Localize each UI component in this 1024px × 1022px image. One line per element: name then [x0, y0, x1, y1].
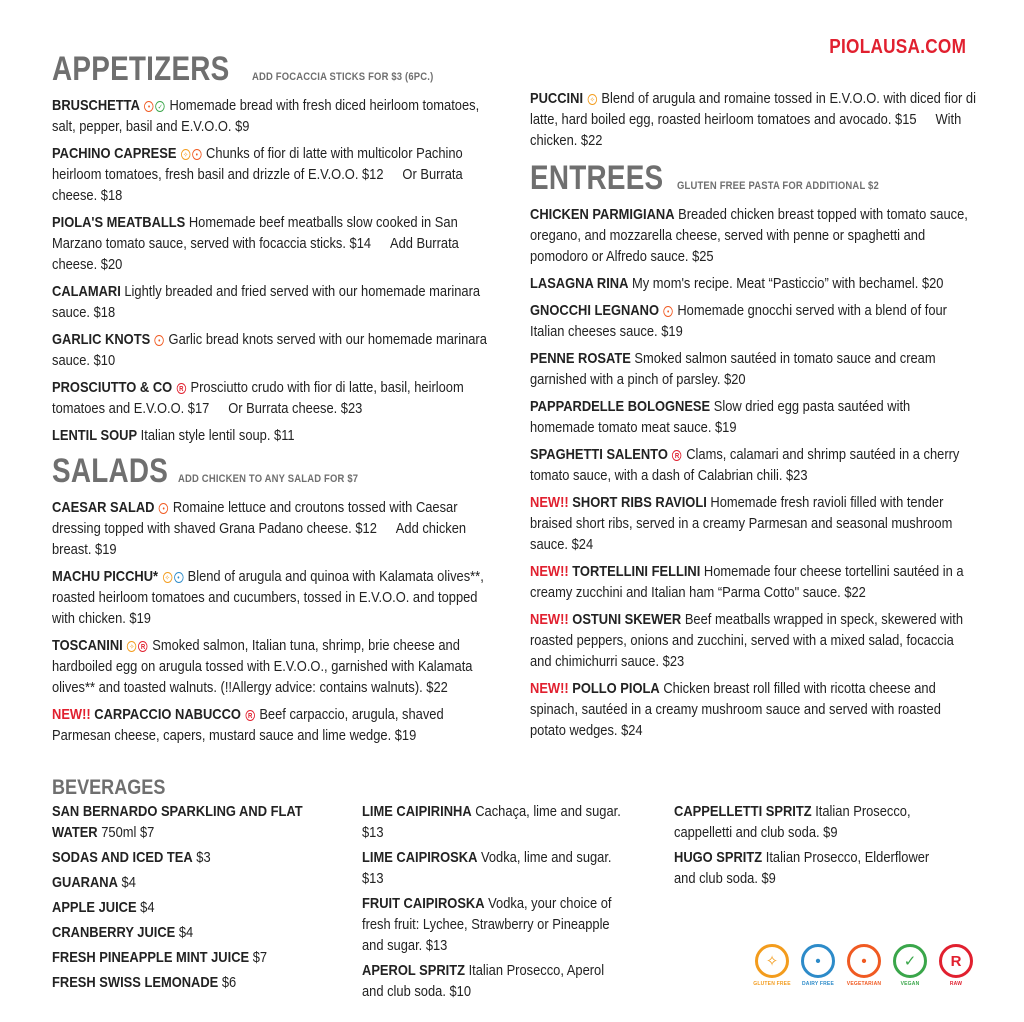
menu-item-description: Smoked salmon, Italian tuna, shrimp, brie cheese and hardboiled egg on arugula tossed with E.V.O.O., garnished with Kalamata olives** and toasted walnuts. (!!Allergy advice: contains walnuts). $22	[52, 637, 473, 696]
menu-item-text	[530, 300, 978, 342]
menu-item	[530, 300, 978, 342]
menu-item	[52, 212, 500, 275]
menu-item-description: Beef meatballs wrapped in speck, skewered with roasted peppers, onions and zucchini, served with a mixed salad, focaccia and chimichurri sauce. $23	[530, 611, 964, 670]
beverage-item-text	[52, 972, 319, 993]
menu-item	[530, 609, 978, 672]
menu-item	[52, 281, 500, 323]
beverage-description: $4	[140, 899, 155, 916]
beverage-description: 750ml $7	[101, 824, 155, 841]
menu-item-name: CARPACCIO NABUCCO	[94, 706, 241, 723]
menu-item-name: OSTUNI SKEWER	[572, 611, 682, 628]
menu-item	[52, 425, 500, 446]
menu-item-description: Breaded chicken breast topped with tomato sauce, oregano, and mozzarella cheese, served with penne or spaghetti and pomodoro or Alfredo sauce. $25	[530, 206, 968, 265]
appetizers-header	[52, 50, 500, 89]
legend-item-vegetarian	[844, 944, 884, 987]
menu-item-name: LENTIL SOUP	[52, 427, 138, 444]
beverage-item-text	[362, 847, 629, 889]
menu-item-name: CALAMARI	[52, 283, 121, 300]
menu-item-description: Lightly breaded and fried served with our homemade marinara sauce. $18	[52, 283, 481, 321]
menu-item-text	[52, 281, 500, 323]
beverage-description: Vodka, your choice of fresh fruit: Lychee, Strawberry or Pineapple and sugar. $13	[362, 895, 612, 954]
beverage-item	[362, 893, 672, 956]
menu-item-name: GARLIC KNOTS	[52, 331, 151, 348]
entrees-header	[530, 159, 978, 198]
menu-item	[52, 329, 500, 371]
menu-item-name: TORTELLINI FELLINI	[572, 563, 701, 580]
beverage-description: Italian Prosecco, Elderflower and club soda. $9	[674, 849, 930, 887]
beverage-description: $4	[178, 924, 194, 941]
raw-icon: R	[245, 710, 254, 721]
left-column	[52, 50, 500, 752]
menu-item	[52, 95, 500, 137]
menu-item-description: Homemade fresh ravioli filled with tender braised short ribs, served in a creamy Parmesan and seasonal mushroom sauce. $24	[530, 494, 953, 553]
beverage-name: FRESH PINEAPPLE MINT JUICE	[52, 949, 250, 966]
menu-item	[52, 143, 500, 206]
gluten-free-icon: ✧	[163, 572, 172, 583]
menu-item-description: Homemade gnocchi served with a blend of four Italian cheeses sauce. $19	[530, 302, 947, 340]
menu-item-description: Garlic bread knots served with our homemade marinara sauce. $10	[52, 331, 487, 369]
entrees-list	[530, 204, 978, 741]
beverage-description: $6	[221, 974, 237, 991]
beverages-column-1	[52, 801, 362, 997]
menu-item-text	[530, 444, 978, 486]
menu-item-name: SHORT RIBS RAVIOLI	[572, 494, 707, 511]
menu-item-description: Prosciutto crudo with fior di latte, basil, heirloom tomatoes and E.V.O.O. $17	[52, 379, 464, 417]
appetizers-subtitle: ADD FOCACCIA STICKS FOR $3 (6PC.)	[252, 71, 434, 83]
beverage-name: FRESH SWISS LEMONADE	[52, 974, 219, 991]
menu-item-name: MACHU PICCHU*	[52, 568, 159, 585]
legend-label: DAIRY FREE	[801, 981, 834, 987]
beverage-name: CRANBERRY JUICE	[52, 924, 176, 941]
beverage-item	[674, 801, 984, 843]
vegetarian-icon: •	[159, 503, 168, 514]
beverage-name: GUARANA	[52, 874, 118, 891]
menu-item-text	[530, 396, 978, 438]
legend-label: GLUTEN FREE	[753, 981, 791, 987]
beverage-name: FRUIT CAIPIROSKA	[362, 895, 485, 912]
menu-item-name: CHICKEN PARMIGIANA	[530, 206, 675, 223]
menu-item-name: SPAGHETTI SALENTO	[530, 446, 668, 463]
legend-glyph: R	[950, 952, 962, 970]
diet-legend	[752, 944, 976, 987]
new-badge: NEW!!	[530, 611, 569, 628]
menu-item	[530, 678, 978, 741]
beverage-item-text	[362, 801, 629, 843]
menu-item-text	[530, 678, 978, 741]
site-url[interactable]: PIOLAUSA.COM	[829, 36, 966, 58]
salads-title: SALADS	[52, 452, 169, 490]
beverage-name: APEROL SPRITZ	[362, 962, 465, 979]
raw-icon: R	[177, 383, 186, 394]
salads-subtitle: ADD CHICKEN TO ANY SALAD FOR $7	[177, 473, 358, 485]
beverage-item-text	[52, 801, 319, 843]
menu-item-description: Slow dried egg pasta sautéed with homemade tomato meat sauce. $19	[530, 398, 911, 436]
legend-item-dairy-free	[798, 944, 838, 987]
menu-item-description: Blend of arugula and quinoa with Kalamata olives**, roasted heirloom tomatoes and cucumbers, tossed in E.V.O.O. and topped with chicken. $19	[52, 568, 484, 627]
beverage-name: LIME CAIPIROSKA	[362, 849, 478, 866]
menu-item-name: BRUSCHETTA	[52, 97, 140, 114]
menu-item-description: Homemade bread with fresh diced heirloom tomatoes, salt, pepper, basil and E.V.O.O. $9	[52, 97, 480, 135]
beverage-name: LIME CAIPIRINHA	[362, 803, 472, 820]
beverage-item	[52, 897, 362, 918]
menu-item-text	[52, 497, 500, 560]
appetizers-title: APPETIZERS	[52, 50, 230, 88]
beverage-description: $7	[252, 949, 268, 966]
beverage-description: Cachaça, lime and sugar. $13	[362, 803, 621, 841]
menu-item-text	[530, 492, 978, 555]
menu-item-text	[52, 143, 500, 206]
dairy-free-icon: •	[174, 572, 183, 583]
menu-item-text	[52, 95, 500, 137]
beverage-name: APPLE JUICE	[52, 899, 137, 916]
menu-item-text	[530, 273, 978, 294]
menu-item-name: LASAGNA RINA	[530, 275, 629, 292]
menu-item-description: Chunks of fior di latte with multicolor Pachino heirloom tomatoes, fresh basil and drizzle of E.V.O.O. $12	[52, 145, 463, 183]
raw-icon	[939, 944, 973, 978]
menu-item-name: PROSCIUTTO & CO	[52, 379, 173, 396]
beverage-item-text	[674, 847, 941, 889]
menu-item-text	[52, 704, 500, 746]
menu-item-text	[52, 425, 500, 446]
menu-item-name: PUCCINI	[530, 90, 584, 107]
beverage-item-text	[362, 893, 629, 956]
beverage-item	[52, 872, 362, 893]
menu-item-description: Homemade four cheese tortellini sautéed in a creamy zucchini and Italian ham “Parma Cotto" sauce. $22	[530, 563, 964, 601]
legend-item-vegan	[890, 944, 930, 987]
menu-item	[52, 566, 500, 629]
menu-item-description: Beef carpaccio, arugula, shaved Parmesan cheese, capers, mustard sauce and lime wedge. $19	[52, 706, 444, 744]
new-badge: NEW!!	[530, 494, 569, 511]
menu-item	[530, 396, 978, 438]
beverage-description: Italian Prosecco, Aperol and club soda. $10	[362, 962, 605, 1000]
menu-item-description: Blend of arugula and romaine tossed in E.V.O.O. with diced fior di latte, hard boiled egg, roasted heirloom tomatoes and avocado. $15	[530, 90, 976, 128]
beverage-item	[52, 947, 362, 968]
right-column	[530, 88, 978, 747]
menu-item-name: GNOCCHI LEGNANO	[530, 302, 659, 319]
menu-item-description: My mom's recipe. Meat “Pasticcio” with bechamel. $20	[632, 275, 944, 292]
beverage-description: Vodka, lime and sugar. $13	[362, 849, 612, 887]
legend-label: VEGETARIAN	[846, 981, 882, 987]
menu-item-text	[530, 348, 978, 390]
beverage-item-text	[674, 801, 941, 843]
gluten-free-icon: ✧	[755, 944, 789, 978]
beverage-item	[674, 847, 984, 889]
menu-item-name: TOSCANINI	[52, 637, 123, 654]
beverage-item-text	[52, 947, 319, 968]
menu-item	[530, 348, 978, 390]
raw-icon: R	[672, 450, 681, 461]
legend-item-raw	[936, 944, 976, 987]
new-badge: NEW!!	[530, 680, 569, 697]
vegetarian-icon: •	[192, 149, 201, 160]
menu-item-description: Smoked salmon sautéed in tomato sauce and cream garnished with a pinch of parsley. $20	[530, 350, 936, 388]
menu-item-option: Add Burrata cheese. $20	[52, 235, 459, 273]
beverage-name: SODAS AND ICED TEA	[52, 849, 193, 866]
menu-item-description: Chicken breast roll filled with ricotta cheese and spinach, sautéed in a creamy mushroom sauce and served with roasted potato wedges. $24	[530, 680, 941, 739]
beverages-column-2	[362, 801, 672, 1006]
vegan-icon: ✓	[156, 101, 165, 112]
beverage-item-text	[52, 872, 319, 893]
beverage-description: $4	[121, 874, 136, 891]
beverage-name: CAPPELLETTI SPRITZ	[674, 803, 812, 820]
salads-list	[52, 497, 500, 746]
beverage-item-text	[362, 960, 629, 1002]
menu-item	[530, 444, 978, 486]
legend-label: VEGAN	[900, 981, 920, 987]
gluten-free-icon: ✧	[127, 641, 136, 652]
menu-item-text	[530, 561, 978, 603]
menu-item	[52, 704, 500, 746]
menu-item	[530, 88, 978, 151]
appetizers-list	[52, 95, 500, 446]
dairy-free-icon: •	[801, 944, 835, 978]
beverage-item	[52, 847, 362, 868]
menu-item-description: Romaine lettuce and croutons tossed with Caesar dressing topped with shaved Grana Padano cheese. $12	[52, 499, 458, 537]
menu-item-option: Add chicken breast. $19	[52, 520, 467, 558]
menu-item	[52, 497, 500, 560]
beverage-item-text	[52, 847, 319, 868]
beverage-description: Italian Prosecco, cappelletti and club soda. $9	[674, 803, 911, 841]
menu-item-text	[52, 212, 500, 275]
beverage-name: HUGO SPRITZ	[674, 849, 763, 866]
menu-item	[52, 377, 500, 419]
vegan-icon: ✓	[893, 944, 927, 978]
menu-item-text	[530, 204, 978, 267]
menu-item	[530, 492, 978, 555]
beverage-name: SAN BERNARDO SPARKLING AND FLAT WATER	[52, 803, 303, 841]
beverages-title: BEVERAGES	[52, 776, 166, 799]
vegetarian-icon: •	[847, 944, 881, 978]
menu-item-option: Or Burrata cheese. $18	[52, 166, 463, 204]
beverage-item-text	[52, 897, 319, 918]
beverage-item-text	[52, 922, 319, 943]
legend-label: RAW	[949, 981, 963, 987]
beverage-item	[362, 847, 672, 889]
new-badge: NEW!!	[52, 706, 91, 723]
menu-item	[52, 635, 500, 698]
menu-item-name: PENNE ROSATE	[530, 350, 631, 367]
beverage-item	[362, 960, 672, 1002]
menu-item-option: With chicken. $22	[530, 111, 962, 149]
entrees-title: ENTREES	[530, 159, 664, 197]
new-badge: NEW!!	[530, 563, 569, 580]
menu-item-text	[52, 377, 500, 419]
beverages-column-3	[674, 801, 984, 893]
menu-item-description: Homemade beef meatballs slow cooked in San Marzano tomato sauce, served with focaccia sticks. $14	[52, 214, 458, 252]
beverage-item	[52, 801, 362, 843]
gluten-free-icon: ✧	[587, 94, 596, 105]
menu-item-text	[52, 635, 500, 698]
menu-item-name: POLLO PIOLA	[572, 680, 660, 697]
salads-header	[52, 452, 500, 491]
beverage-description: $3	[196, 849, 211, 866]
menu-item	[530, 273, 978, 294]
vegetarian-icon: •	[663, 306, 672, 317]
menu-item-text	[530, 88, 978, 151]
menu-item-text	[52, 566, 500, 629]
menu-item-text	[530, 609, 978, 672]
menu-item-name: PIOLA'S MEATBALLS	[52, 214, 186, 231]
menu-item-name: PACHINO CAPRESE	[52, 145, 177, 162]
entrees-subtitle: GLUTEN FREE PASTA FOR ADDITIONAL $2	[676, 180, 879, 192]
menu-item-description: Italian style lentil soup. $11	[140, 427, 295, 444]
beverage-item	[52, 922, 362, 943]
legend-item-gluten-free	[752, 944, 792, 987]
menu-item-text	[52, 329, 500, 371]
beverage-item	[52, 972, 362, 993]
vegetarian-icon: •	[144, 101, 153, 112]
puccini-item	[530, 88, 978, 151]
gluten-free-icon: ✧	[181, 149, 190, 160]
menu-item	[530, 204, 978, 267]
menu-item-name: CAESAR SALAD	[52, 499, 155, 516]
raw-icon: R	[138, 641, 147, 652]
beverage-item	[362, 801, 672, 843]
menu-item-name: PAPPARDELLE BOLOGNESE	[530, 398, 711, 415]
menu-item-description: Clams, calamari and shrimp sautéed in a cherry tomato sauce, with a dash of Calabrian chili. $23	[530, 446, 960, 484]
menu-item-option: Or Burrata cheese. $23	[228, 400, 363, 417]
vegetarian-icon: •	[155, 335, 164, 346]
menu-item	[530, 561, 978, 603]
